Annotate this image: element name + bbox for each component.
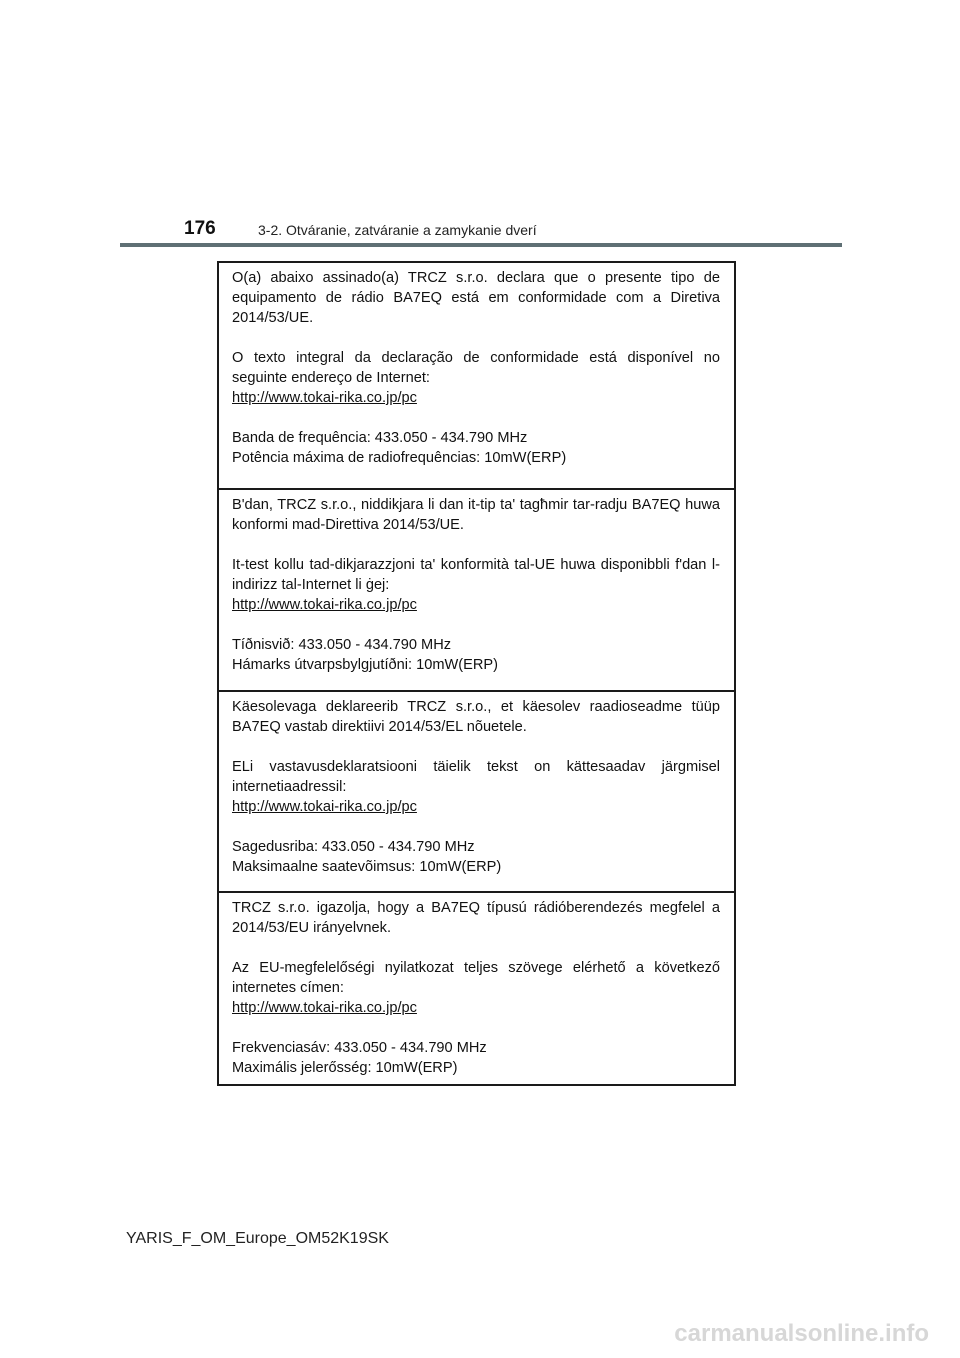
page-header bbox=[120, 212, 842, 248]
declaration-url-link[interactable]: http://www.tokai-rika.co.jp/pc bbox=[232, 799, 417, 815]
declaration-estonian bbox=[219, 690, 734, 891]
declaration-url-link[interactable]: http://www.tokai-rika.co.jp/pc bbox=[232, 1000, 417, 1016]
declaration-statement: O(a) abaixo assinado(a) TRCZ s.r.o. declara que o presente tipo de equipamento de rádio BA7EQ está em conformidade com a Diretiva 2014/53/UE. bbox=[232, 270, 720, 326]
frequency-band: Tíðnisvið: 433.050 - 434.790 MHz bbox=[232, 637, 452, 653]
declaration-statement: Käesolevaga deklareerib TRCZ s.r.o., et käesolev raadioseadme tüüp BA7EQ vastab direktiivi 2014/53/EL nõuetele. bbox=[232, 699, 720, 735]
declaration-statement: B'dan, TRCZ s.r.o., niddikjara li dan it-tip ta' tagħmir tar-radju BA7EQ huwa konformi mad-Direttiva 2014/53/UE. bbox=[232, 497, 720, 533]
frequency-band: Banda de frequência: 433.050 - 434.790 MHz bbox=[232, 430, 528, 446]
declarations-box bbox=[217, 261, 736, 1086]
max-power: Potência máxima de radiofrequências: 10mW(ERP) bbox=[232, 450, 567, 466]
max-power: Maximális jelerősség: 10mW(ERP) bbox=[232, 1060, 458, 1076]
watermark: carmanualsonline.info bbox=[674, 1320, 929, 1347]
declaration-url-link[interactable]: http://www.tokai-rika.co.jp/pc bbox=[232, 390, 417, 406]
page-number: 176 bbox=[184, 218, 216, 239]
declaration-portuguese bbox=[219, 263, 734, 488]
declaration-availability: Az EU-megfelelőségi nyilatkozat teljes szövege elérhető a következő internetes címen: bbox=[232, 960, 720, 996]
declaration-statement: TRCZ s.r.o. igazolja, hogy a BA7EQ típusú rádióberendezés megfelel a 2014/53/EU irányelvnek. bbox=[232, 900, 720, 936]
max-power: Hámarks útvarpsbylgjutíðni: 10mW(ERP) bbox=[232, 657, 499, 673]
declaration-hungarian bbox=[219, 891, 734, 1084]
document-code: YARIS_F_OM_Europe_OM52K19SK bbox=[126, 1230, 389, 1247]
declaration-availability: O texto integral da declaração de conformidade está disponível no seguinte endereço de Internet: bbox=[232, 350, 720, 386]
declaration-maltese bbox=[219, 488, 734, 690]
header-divider bbox=[120, 243, 842, 247]
frequency-band: Sagedusriba: 433.050 - 434.790 MHz bbox=[232, 839, 475, 855]
max-power: Maksimaalne saatevõimsus: 10mW(ERP) bbox=[232, 859, 502, 875]
declaration-availability: It-test kollu tad-dikjarazzjoni ta' konformità tal-UE huwa disponibbli f'dan l-indirizz tal-Internet li ġej: bbox=[232, 557, 720, 593]
frequency-band: Frekvenciasáv: 433.050 - 434.790 MHz bbox=[232, 1040, 487, 1056]
declaration-availability: ELi vastavusdeklaratsiooni täielik tekst on kättesaadav järgmisel internetiaadressil: bbox=[232, 759, 720, 795]
section-title: 3-2. Otváranie, zatváranie a zamykanie dverí bbox=[258, 222, 537, 238]
declaration-url-link[interactable]: http://www.tokai-rika.co.jp/pc bbox=[232, 597, 417, 613]
